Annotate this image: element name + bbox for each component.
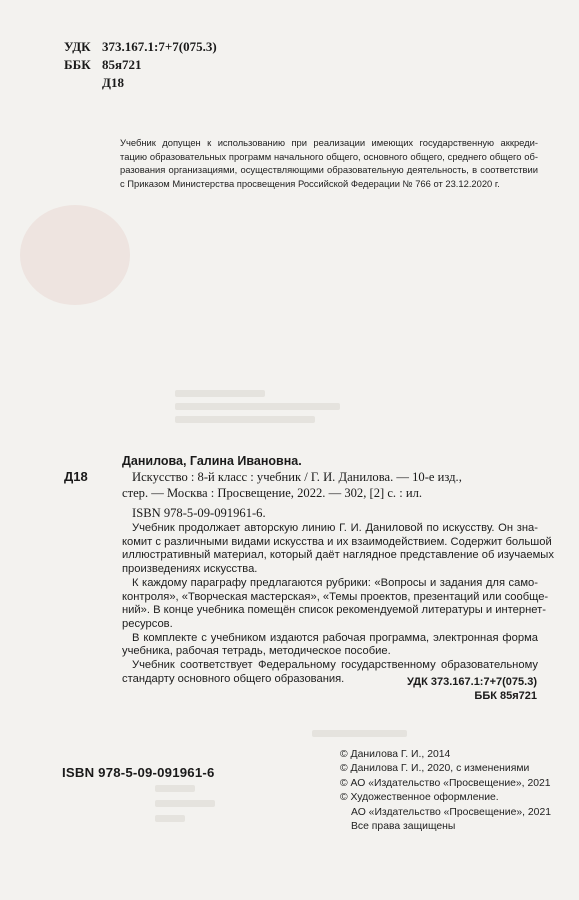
bbk-label: ББК — [64, 57, 91, 72]
description-line: стер. — Москва : Просвещение, 2022. — 302, [2] с. : ил. — [122, 486, 423, 500]
entry-isbn: ISBN 978-5-09-091961-6. — [132, 506, 266, 520]
approval-line: тацию образовательных программ начального общего, основного общего, среднего общего об- — [120, 150, 538, 162]
annotation-line: В комплекте с учебником издаются рабочая программа, электронная форма — [132, 631, 538, 644]
annotation-line: комит с различными видами искусства и их взаимодействием. Содержит большой — [122, 535, 552, 548]
annotation-line: ресурсов. — [122, 617, 173, 630]
approval-notice — [120, 136, 538, 190]
udk-value: 373.167.1:7+7(075.3) — [102, 39, 217, 54]
copyright-line: © Данилова Г. И., 2020, с изменениями — [340, 763, 530, 775]
description-line: Искусство : 8-й класс : учебник / Г. И. Данилова. — 10-е изд., — [132, 470, 462, 484]
copyright-line: Все права защищены — [351, 821, 456, 833]
ghost-line — [175, 416, 315, 423]
udc-block — [64, 38, 217, 92]
annotation-line: произведениях искусства. — [122, 563, 258, 576]
annotation-line: иллюстративный материал, который даёт наглядное представление об изучаемых — [122, 549, 554, 562]
ghost-line — [175, 403, 340, 410]
author-mark: Д18 — [102, 75, 124, 90]
annotation — [122, 522, 554, 686]
entry-author: Данилова, Галина Ивановна. — [122, 454, 302, 468]
bbk-right: ББК 85я721 — [474, 690, 537, 702]
annotation-line: контроля», «Творческая мастерская», «Темы проектов, презентаций или сообще- — [122, 590, 549, 603]
copyright-line: © Данилова Г. И., 2014 — [340, 749, 451, 760]
annotation-line: К каждому параграфу предлагаются рубрики: «Вопросы и задания для само- — [132, 576, 538, 589]
isbn-main: ISBN 978-5-09-091961-6 — [62, 765, 215, 780]
udk-right: УДК 373.167.1:7+7(075.3) — [406, 676, 537, 688]
annotation-line: учебника, рабочая тетрадь, методическое пособие. — [122, 645, 391, 658]
approval-line: Учебник допущен к использованию при реализации имеющих государственную аккреди- — [120, 137, 538, 148]
annotation-line: Учебник продолжает авторскую линию Г. И. Даниловой по искусству. Он зна- — [132, 522, 538, 534]
annotation-line: стандарту основного общего образования. — [122, 672, 345, 685]
annotation-line: ний». В конце учебника помещён список рекомендуемой литературы и интернет- — [122, 604, 546, 617]
approval-line: с Приказом Министерства просвещения Российской Федерации № 766 от 23.12.2020 г. — [120, 177, 500, 189]
entry-description — [122, 469, 538, 501]
udk-label: УДК — [64, 39, 91, 54]
copyright-line: АО «Издательство «Просвещение», 2021 — [351, 806, 552, 818]
udc-right-block — [407, 675, 537, 703]
annotation-line: Учебник соответствует Федеральному государственному образовательному — [132, 659, 538, 672]
entry-author-mark: Д18 — [64, 469, 88, 484]
approval-line: разования организациями, осуществляющими образовательную деятельность, в соответствии — [120, 164, 538, 175]
ghost-line — [155, 800, 215, 807]
copyright-line: © Художественное оформление. — [340, 792, 499, 804]
ghost-emblem-circle — [20, 205, 130, 305]
bbk-value: 85я721 — [102, 57, 142, 72]
copyright-line: © АО «Издательство «Просвещение», 2021 — [340, 777, 551, 789]
ghost-line — [155, 785, 195, 792]
ghost-line — [155, 815, 185, 822]
copyright-block — [340, 748, 551, 834]
ghost-line — [175, 390, 265, 397]
ghost-line — [312, 730, 407, 737]
